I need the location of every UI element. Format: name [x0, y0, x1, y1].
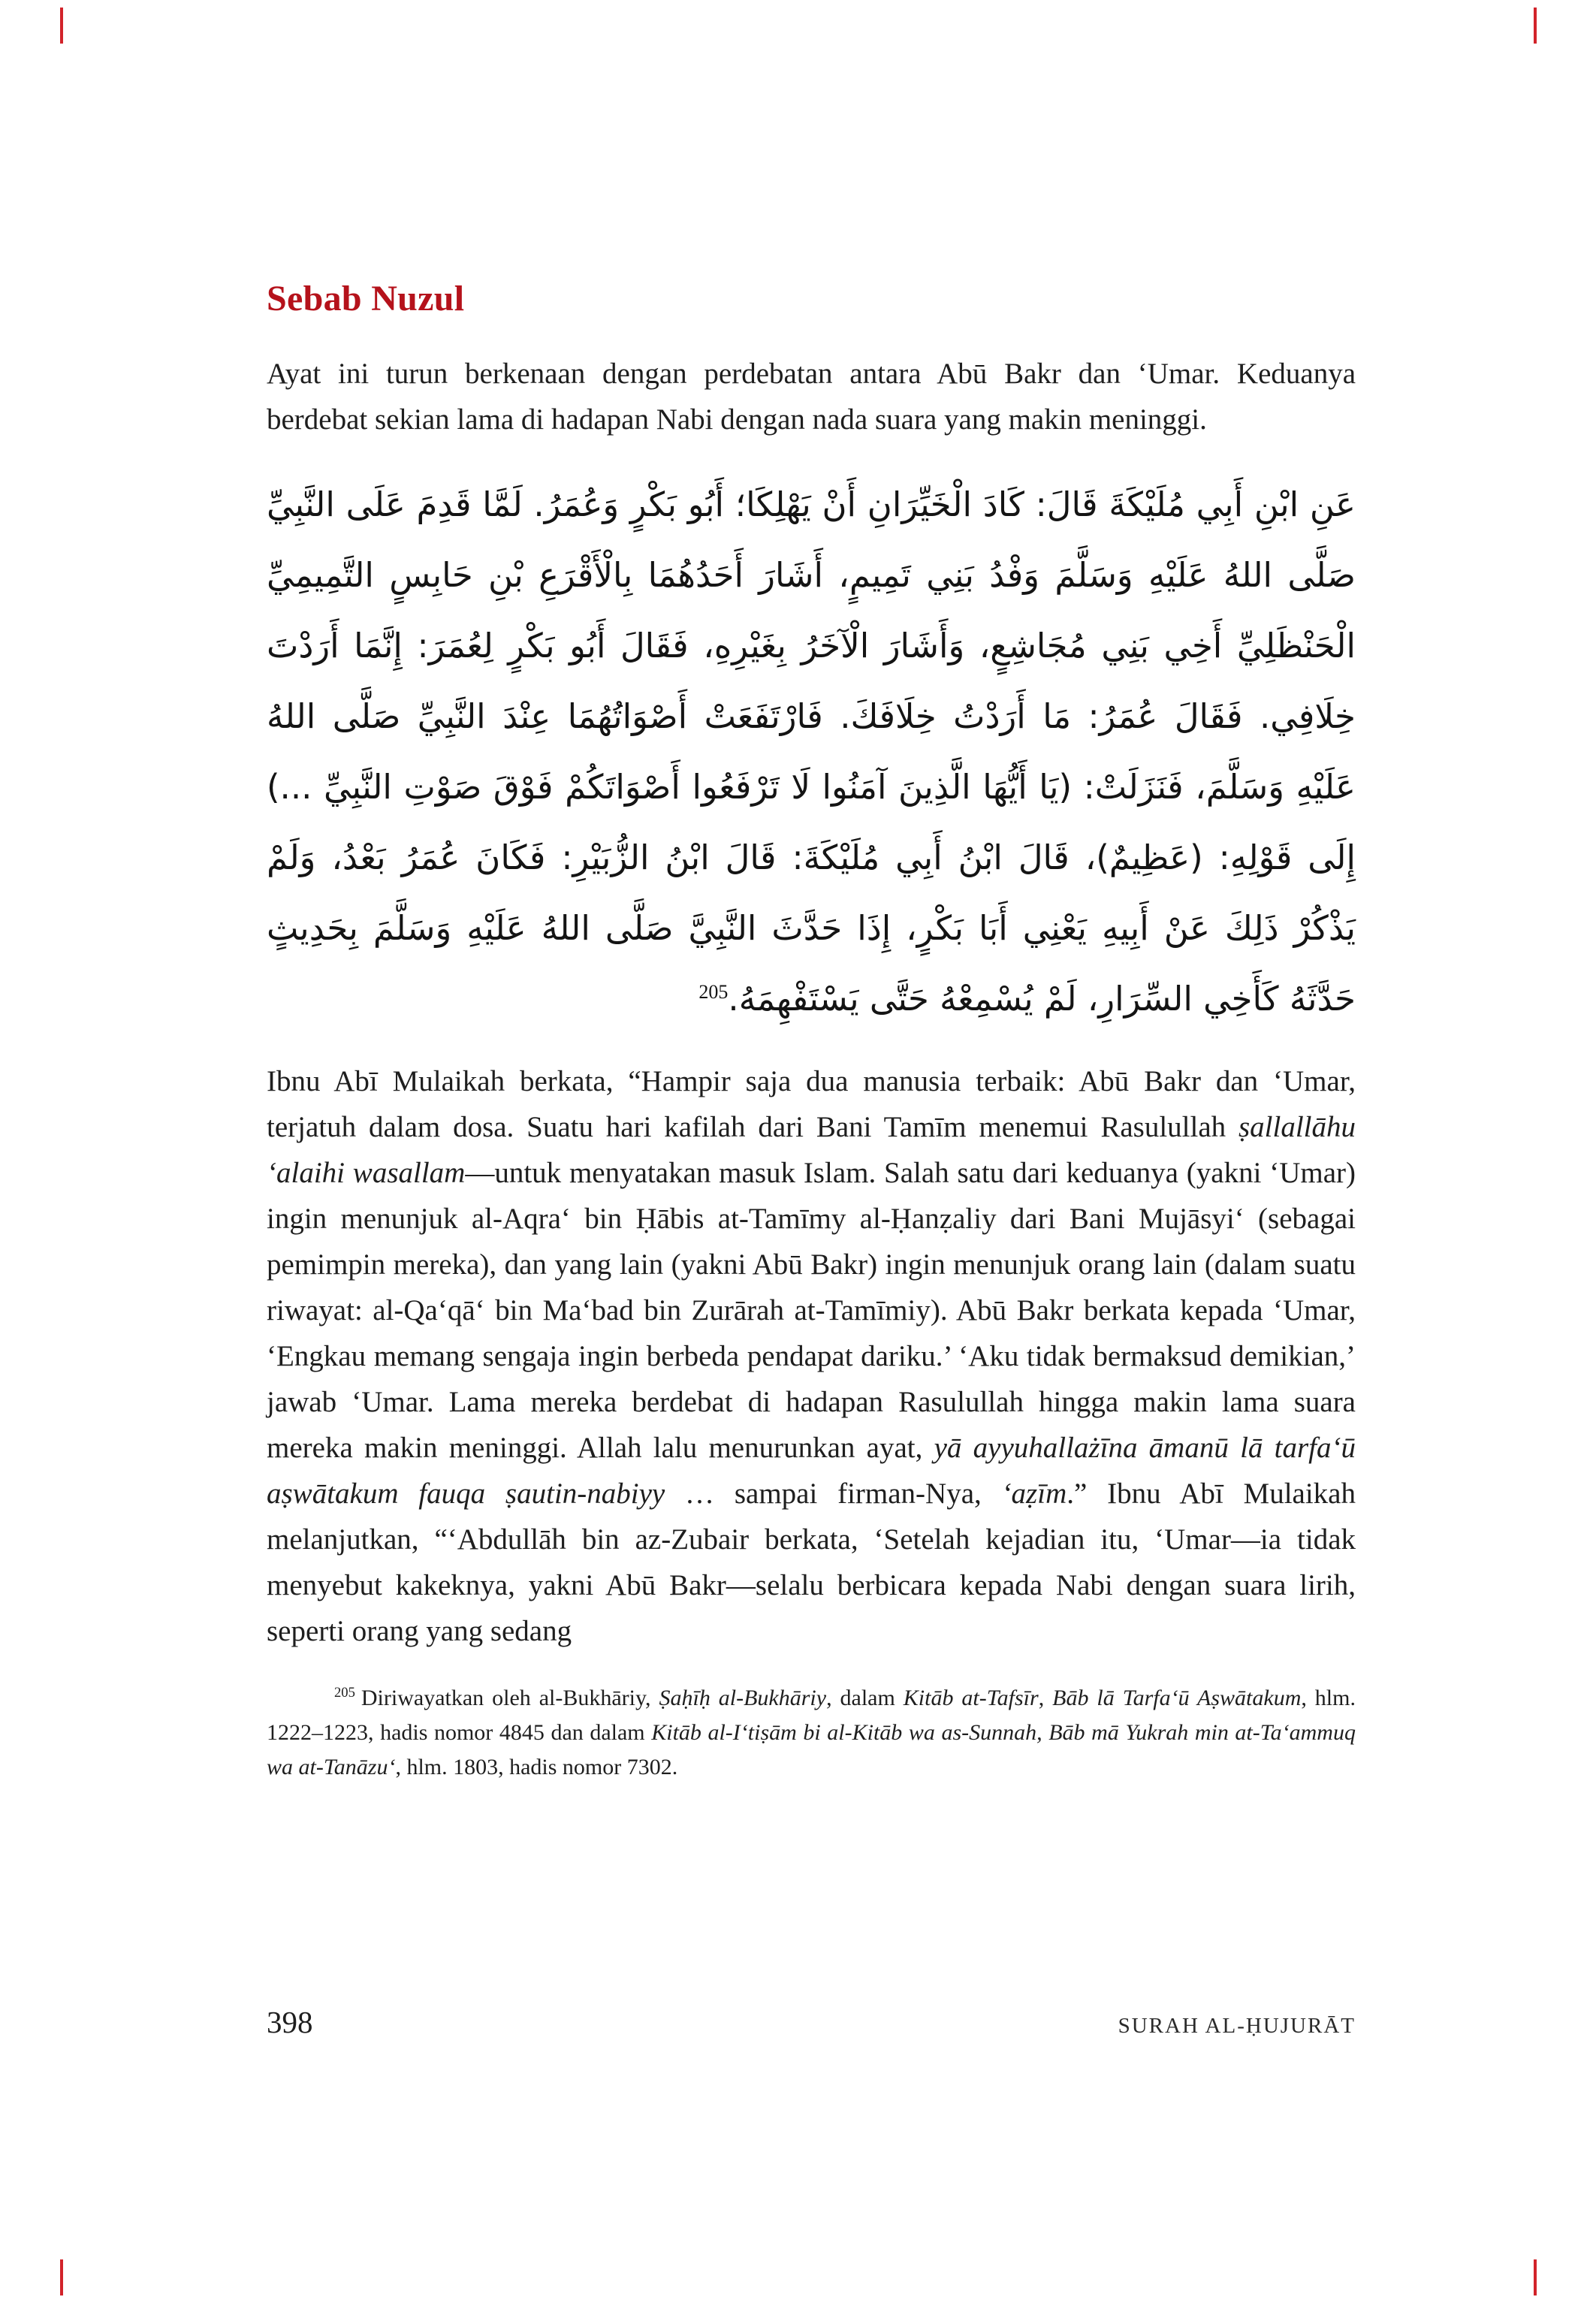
- footnote-block: [267, 1681, 1356, 1785]
- footnote-number: 205: [334, 1684, 355, 1701]
- crop-mark-top-left: [60, 8, 63, 44]
- page-footer: [267, 2004, 1356, 2040]
- running-title: SURAH AL-ḤUJURĀT: [1118, 2014, 1356, 2038]
- crop-mark-top-right: [1534, 8, 1537, 44]
- hadith-arabic-text: عَنِ ابْنِ أَبِي مُلَيْكَةَ قَالَ: كَادَ الْخَيِّرَانِ أَنْ يَهْلِكَا؛ أَبُو بَكْرٍ وَعُمَرُ. لَمَّا قَدِمَ عَلَى النَّبِيِّ صَلَّى اللهُ عَلَيْهِ وَسَلَّمَ وَفْدُ بَنِي تَمِيمٍ، أَشَارَ أَحَدُهُمَا بِالْأَقْرَعِ بْنِ حَابِسٍ التَّمِيمِيِّ الْحَنْظَلِيِّ أَخِي بَنِي مُجَاشِعٍ، وَأَشَارَ الْآخَرُ بِغَيْرِهِ، فَقَالَ أَبُو بَكْرٍ لِعُمَرَ: إِنَّمَا أَرَدْتَ خِلَافِي. فَقَالَ عُمَرُ: مَا أَرَدْتُ خِلَافَكَ. فَارْتَفَعَتْ أَصْوَاتُهُمَا عِنْدَ النَّبِيِّ صَلَّى اللهُ عَلَيْهِ وَسَلَّمَ، فَنَزَلَتْ: (يَا أَيُّهَا الَّذِينَ آمَنُوا لَا تَرْفَعُوا أَصْوَاتَكُمْ فَوْقَ صَوْتِ النَّبِيِّ ...) إِلَى قَوْلِهِ: (عَظِيمٌ)، قَالَ ابْنُ أَبِي مُلَيْكَةَ: قَالَ ابْنُ الزُّبَيْرِ: فَكَانَ عُمَرُ بَعْدُ، وَلَمْ يَذْكُرْ ذَلِكَ عَنْ أَبِيهِ يَعْنِي أَبَا بَكْرٍ، إِذَا حَدَّثَ النَّبِيَّ صَلَّى اللهُ عَلَيْهِ وَسَلَّمَ بِحَدِيثٍ حَدَّثَهُ كَأَخِي السِّرَارِ، لَمْ يُسْمِعْهُ حَتَّى يَسْتَفْهِمَهُ.: [267, 484, 1356, 1019]
- crop-mark-bottom-right: [1534, 2259, 1537, 2295]
- section-heading: Sebab Nuzul: [267, 279, 465, 318]
- footnote-ref-marker: 205: [698, 980, 729, 1003]
- footnote-text: Diriwayatkan oleh al-Bukhāriy, Ṣaḥīḥ al-Bukhāriy, dalam Kitāb at-Tafsīr, Bāb lā Tarfaʻū Aṣwātakum, hlm. 1222–1223, hadis nomor 4845 dan dalam Kitāb al-Iʻtiṣām bi al-Kitāb wa as-Sunnah, Bāb mā Yukrah min at-Taʻammuq wa at-Tanāzuʻ, hlm. 1803, hadis nomor 7302.: [267, 1685, 1356, 1779]
- crop-mark-bottom-left: [60, 2259, 63, 2295]
- page-content: [267, 279, 1356, 1785]
- page-number: 398: [267, 2005, 313, 2039]
- intro-paragraph: Ayat ini turun berkenaan dengan perdebatan antara Abū Bakr dan ʻUmar. Keduanya berdebat sekian lama di hadapan Nabi dengan nada suara yang makin meninggi.: [267, 357, 1356, 436]
- hadith-arabic-block: [267, 469, 1356, 1034]
- translation-paragraph: Ibnu Abī Mulaikah berkata, “Hampir saja dua manusia terbaik: Abū Bakr dan ʻUmar, terjatuh dalam dosa. Suatu hari kafilah dari Bani Tamīm menemui Rasulullah ṣallallāhu ʻalaihi wasallam—untuk menyatakan masuk Islam. Salah satu dari keduanya (yakni ʻUmar) ingin menunjuk al-Aqraʻ bin Ḥābis at-Tamīmy al-Ḥanẓaliy dari Bani Mujāsyiʻ (sebagai pemimpin mereka), dan yang lain (yakni Abū Bakr) ingin menunjuk orang lain (dalam suatu riwayat: al-Qaʻqāʻ bin Maʻbad bin Zurārah at-Tamīmiy). Abū Bakr berkata kepada ʻUmar, ‘Engkau memang sengaja ingin berbeda pendapat dariku.’ ‘Aku tidak bermaksud demikian,’ jawab ʻUmar. Lama mereka berdebat di hadapan Rasulullah hingga makin lama suara mereka makin meninggi. Allah lalu menurunkan ayat, yā ayyuhallażīna āmanū lā tarfaʻū aṣwātakum fauqa ṣautin-nabiyy … sampai firman-Nya, ʻaẓīm.” Ibnu Abī Mulaikah melanjutkan, “ʻAbdullāh bin az-Zubair berkata, ‘Setelah kejadian itu, ʻUmar—ia tidak menyebut kakeknya, yakni Abū Bakr—selalu berbicara kepada Nabi dengan suara lirih, seperti orang yang sedang: [267, 1064, 1356, 1647]
